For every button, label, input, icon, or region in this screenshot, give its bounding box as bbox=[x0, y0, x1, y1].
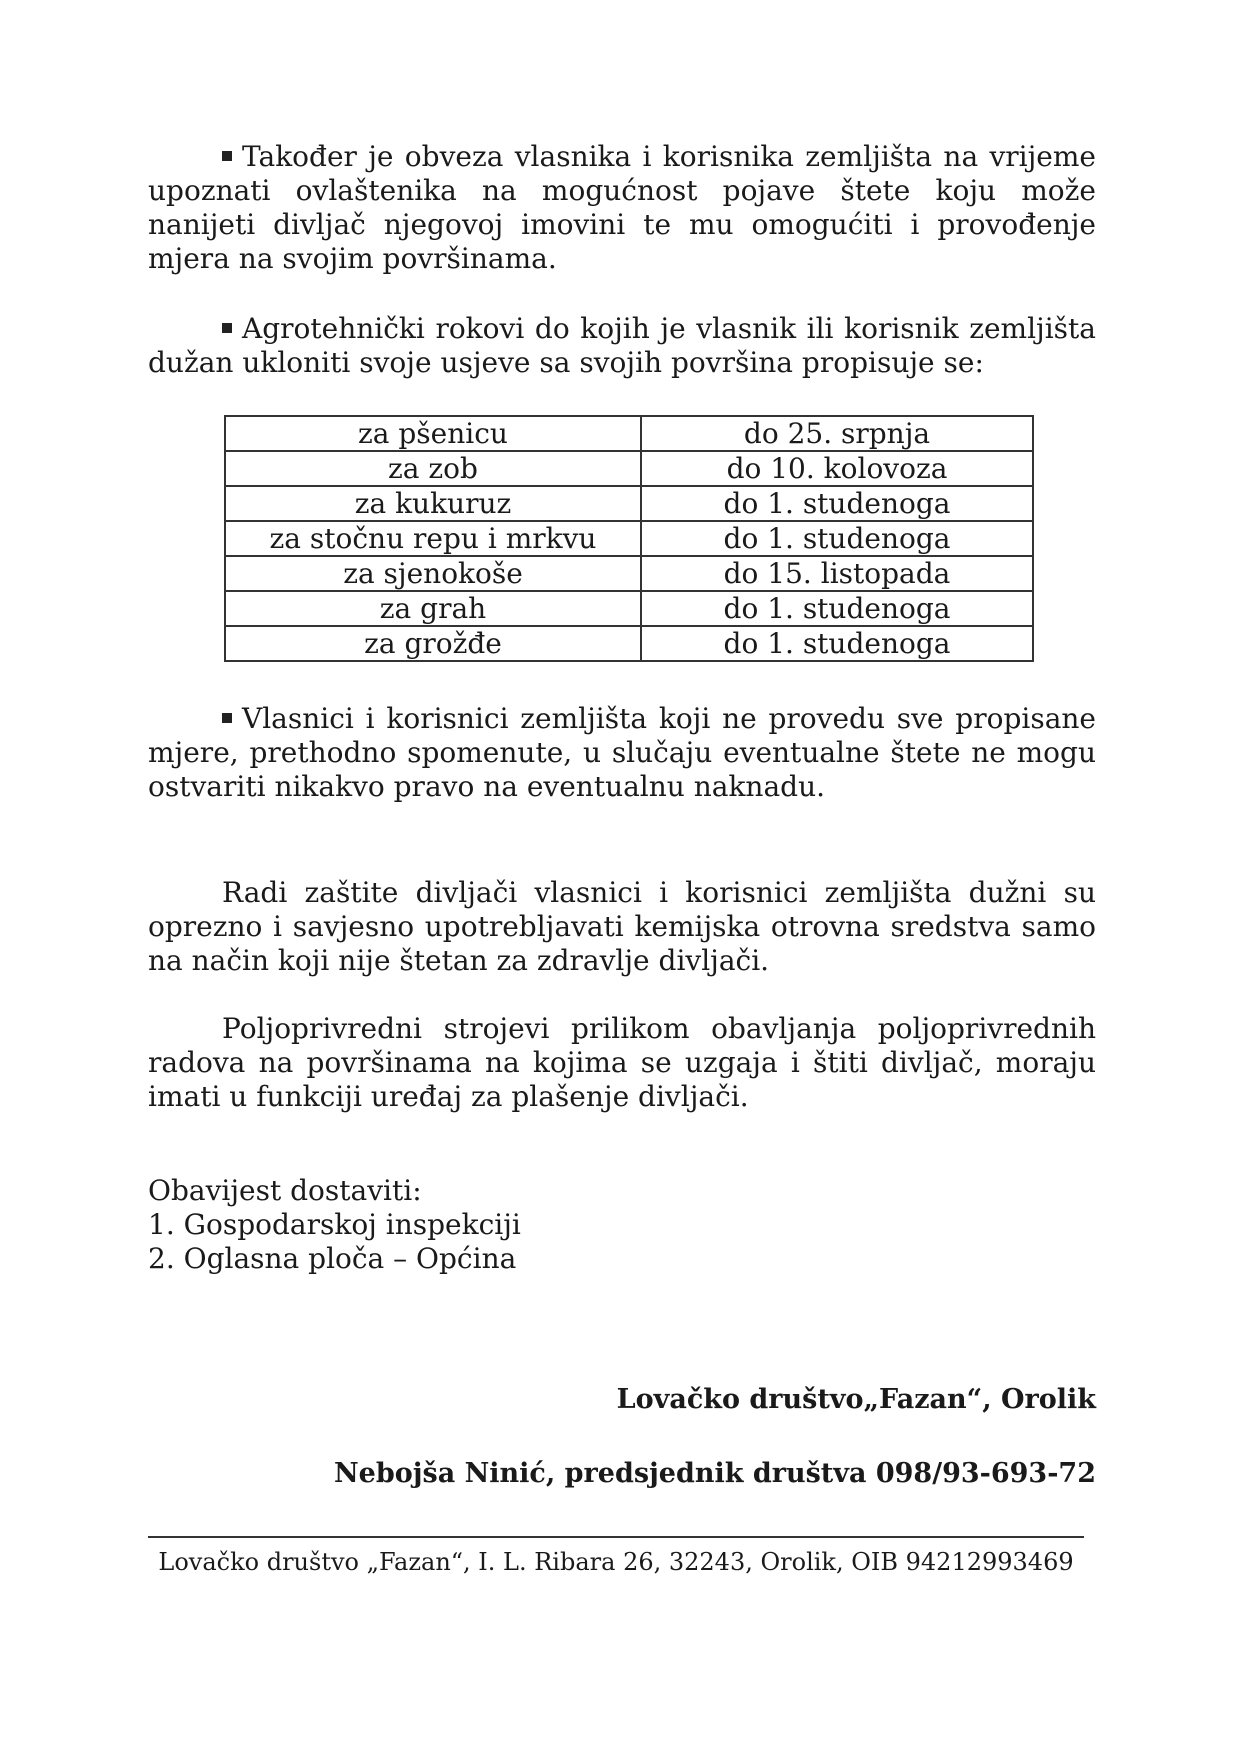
table-row bbox=[225, 416, 1033, 451]
crop-cell: za stočnu repu i mrkvu bbox=[225, 521, 641, 556]
deadline-cell: do 1. studenoga bbox=[641, 591, 1033, 626]
paragraph-text: Također je obveza vlasnika i korisnika zemljišta na vrijeme upoznati ovlaštenika na mogućnost pojave štete koju može nanijeti divljač njegovoj imovini te mu omogućiti i provođenje mjera na svojim površinama. bbox=[148, 140, 1096, 275]
table-row bbox=[225, 486, 1033, 521]
distribution-item: 1. Gospodarskoj inspekciji bbox=[148, 1208, 521, 1241]
crop-cell: za kukuruz bbox=[225, 486, 641, 521]
paragraph-owner-obligation bbox=[148, 140, 1096, 276]
paragraph-no-compensation bbox=[148, 702, 1096, 804]
distribution-list bbox=[148, 1174, 521, 1276]
deadlines-table bbox=[224, 415, 1034, 662]
table-row bbox=[225, 556, 1033, 591]
footer-address: Lovačko društvo „Fazan“, I. L. Ribara 26, 32243, Orolik, OIB 94212993469 bbox=[158, 1548, 1074, 1576]
deadline-cell: do 25. srpnja bbox=[641, 416, 1033, 451]
crop-cell: za sjenokoše bbox=[225, 556, 641, 591]
deadline-cell: do 10. kolovoza bbox=[641, 451, 1033, 486]
crop-cell: za grožđe bbox=[225, 626, 641, 661]
paragraph-agrotechnical-deadlines bbox=[148, 312, 1096, 380]
bullet-icon bbox=[222, 323, 232, 333]
distribution-item: 2. Oglasna ploča – Općina bbox=[148, 1242, 517, 1275]
table-row bbox=[225, 591, 1033, 626]
distribution-heading: Obavijest dostaviti: bbox=[148, 1174, 422, 1207]
crop-cell: za pšenicu bbox=[225, 416, 641, 451]
deadline-cell: do 15. listopada bbox=[641, 556, 1033, 591]
crop-cell: za grah bbox=[225, 591, 641, 626]
bullet-icon bbox=[222, 713, 232, 723]
paragraph-chemical-use: Radi zaštite divljači vlasnici i korisnici zemljišta dužni su oprezno i savjesno upotrebljavati kemijska otrovna sredstva samo na način koji nije štetan za zdravlje divljači. bbox=[148, 876, 1096, 977]
table-row bbox=[225, 521, 1033, 556]
deadline-cell: do 1. studenoga bbox=[641, 521, 1033, 556]
bullet-icon bbox=[222, 151, 232, 161]
crop-cell: za zob bbox=[225, 451, 641, 486]
deadline-cell: do 1. studenoga bbox=[641, 486, 1033, 521]
paragraph-text: Vlasnici i korisnici zemljišta koji ne provedu sve propisane mjere, prethodno spomenute, u slučaju eventualne štete ne mogu ostvariti nikakvo pravo na eventualnu naknadu. bbox=[148, 702, 1096, 803]
deadline-cell: do 1. studenoga bbox=[641, 626, 1033, 661]
paragraph-machinery: Poljoprivredni strojevi prilikom obavljanja poljoprivrednih radova na površinama na kojima se uzgaja i štiti divljač, moraju imati u funkciji uređaj za plašenje divljači. bbox=[148, 1012, 1096, 1113]
table-row bbox=[225, 626, 1033, 661]
paragraph-text: Agrotehnički rokovi do kojih je vlasnik ili korisnik zemljišta dužan ukloniti svoje usjeve sa svojih površina propisuje se: bbox=[148, 312, 1096, 379]
table-row bbox=[225, 451, 1033, 486]
signature-person: Nebojša Ninić, predsjednik društva 098/93-693-72 bbox=[334, 1458, 1096, 1489]
signature-organization: Lovačko društvo„Fazan“, Orolik bbox=[616, 1384, 1096, 1415]
footer-divider bbox=[148, 1536, 1084, 1538]
